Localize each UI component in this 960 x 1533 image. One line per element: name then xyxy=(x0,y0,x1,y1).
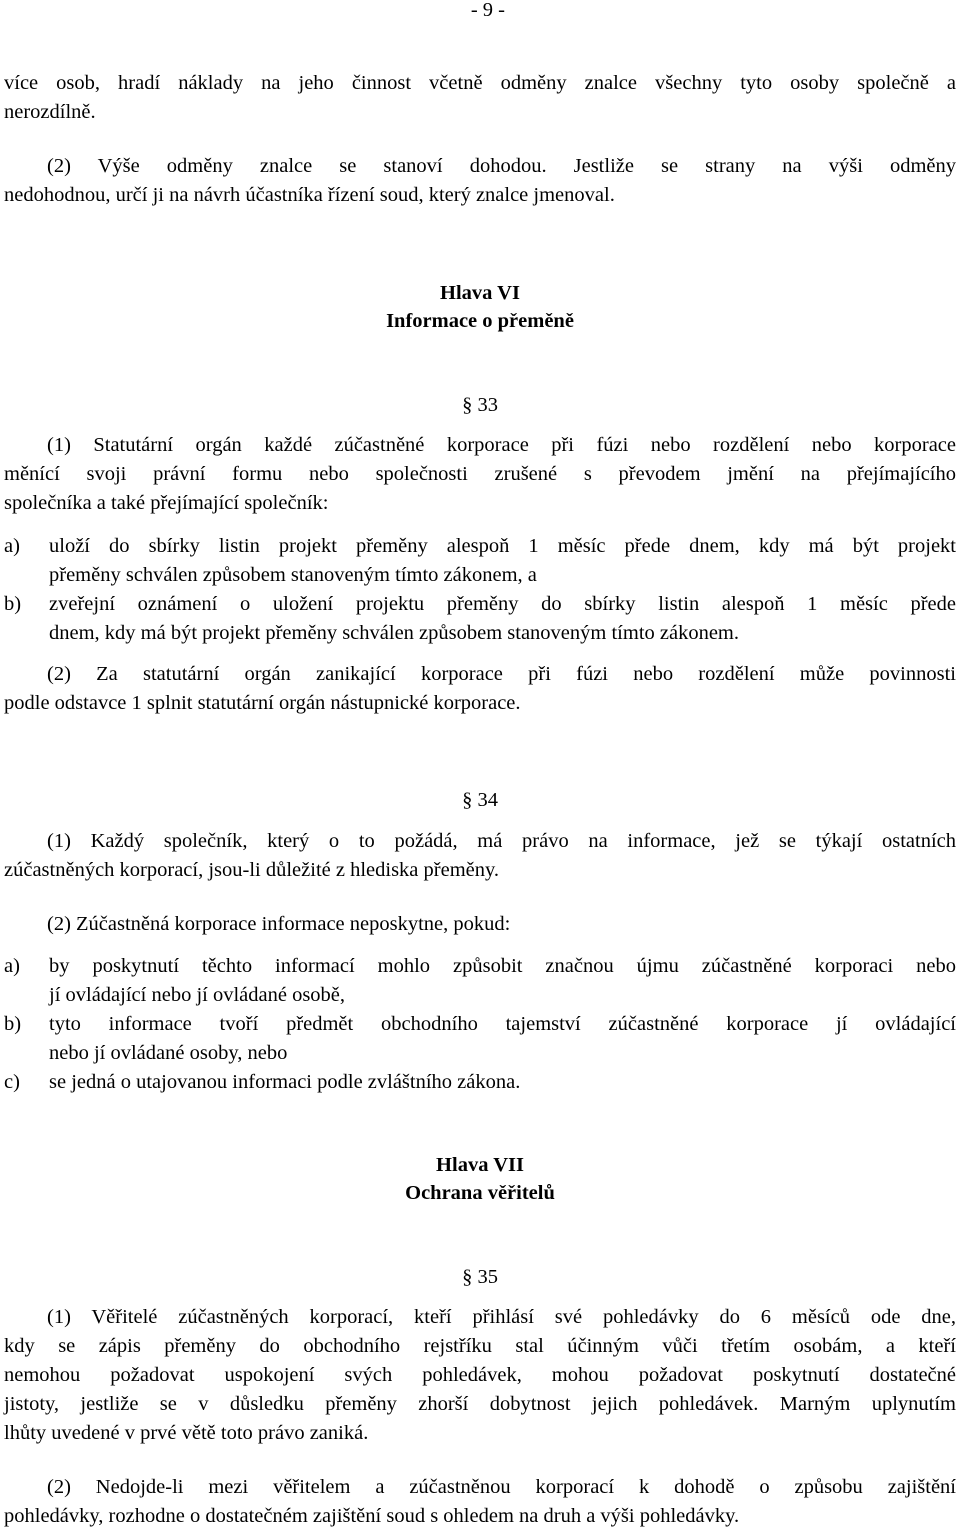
text-line: (1) Věřitelé zúčastněných korporací, kteří přihlásí své pohledávky do 6 měsíců ode dne, xyxy=(47,1306,956,1328)
chapter-title: Hlava VI xyxy=(440,282,520,304)
text-line: (1) Statutární orgán každé zúčastněné korporace při fúzi nebo rozdělení nebo korporace xyxy=(47,434,956,456)
page-number: - 9 - xyxy=(470,0,505,21)
list-label: b) xyxy=(4,1013,22,1035)
list-text: dnem, kdy má být projekt přeměny schválen způsobem stanoveným tímto zákonem. xyxy=(49,622,740,644)
text-line: společníka a také přejímající společník: xyxy=(4,492,329,514)
text-line: více osob, hradí náklady na jeho činnost včetně odměny znalce všechny tyto osoby společně a xyxy=(4,72,956,94)
section-symbol: § xyxy=(462,1266,473,1288)
list-text: nebo jí ovládané osoby, nebo xyxy=(49,1042,288,1064)
chapter-subtitle: Ochrana věřitelů xyxy=(405,1182,555,1204)
list-text: přeměny schválen způsobem stanoveným tímto zákonem, a xyxy=(49,564,537,586)
list-text: zveřejní oznámení o uložení projektu přeměny do sbírky listin alespoň 1 měsíc přede xyxy=(49,593,956,615)
text-line: nedohodnou, určí ji na návrh účastníka řízení soud, který znalce jmenoval. xyxy=(4,184,615,206)
section-number: 35 xyxy=(477,1266,498,1288)
text-line: (2) Zúčastněná korporace informace neposkytne, pokud: xyxy=(47,913,511,935)
section-heading xyxy=(0,786,960,815)
text-line: nemohou požadovat uspokojení svých pohledávek, mohou požadovat poskytnutí dostatečné xyxy=(4,1364,956,1386)
text-line: zúčastněných korporací, jsou-li důležité z hlediska přeměny. xyxy=(4,859,500,881)
section-number: 33 xyxy=(477,394,498,416)
list-text: uloží do sbírky listin projekt přeměny alespoň 1 měsíc přede dnem, kdy má být projekt xyxy=(49,535,956,557)
text-line: (2) Za statutární orgán zanikající korporace při fúzi nebo rozdělení může povinnosti xyxy=(47,663,956,685)
section-heading xyxy=(0,391,960,420)
text-line: měnící svoji právní formu nebo společnosti zrušené s převodem jmění na přejímajícího xyxy=(4,463,956,485)
list-label: a) xyxy=(4,535,20,557)
list-text: se jedná o utajovanou informaci podle zvláštního zákona. xyxy=(49,1071,521,1093)
text-line: nerozdílně. xyxy=(4,101,96,123)
list-text: jí ovládající nebo jí ovládané osobě, xyxy=(49,984,346,1006)
text-line: (1) Každý společník, který o to požádá, má právo na informace, jež se týkají ostatních xyxy=(47,830,956,852)
list-text: tyto informace tvoří předmět obchodního tajemství zúčastněné korporace jí ovládající xyxy=(49,1013,956,1035)
text-line: lhůty uvedené v prvé větě toto právo zaniká. xyxy=(4,1422,369,1444)
section-heading xyxy=(0,1263,960,1292)
list-label: c) xyxy=(4,1071,20,1093)
text-line: (2) Nedojde-li mezi věřitelem a zúčastněnou korporací k dohodě o způsobu zajištění xyxy=(47,1476,956,1498)
text-line: kdy se zápis přeměny do obchodního rejstříku stal účinným vůči třetím osobám, a kteří xyxy=(4,1335,956,1357)
section-number: 34 xyxy=(477,789,498,811)
list-label: a) xyxy=(4,955,20,977)
text-line: (2) Výše odměny znalce se stanoví dohodou. Jestliže se strany na výši odměny xyxy=(47,155,956,177)
section-symbol: § xyxy=(462,394,473,416)
list-text: by poskytnutí těchto informací mohlo způsobit značnou újmu zúčastněné korporaci nebo xyxy=(49,955,956,977)
chapter-subtitle: Informace o přeměně xyxy=(386,310,574,332)
chapter-title: Hlava VII xyxy=(436,1154,524,1176)
text-line: pohledávky, rozhodne o dostatečném zajištění soud s ohledem na druh a výši pohledávky. xyxy=(4,1505,740,1527)
section-symbol: § xyxy=(462,789,473,811)
text-line: jistoty, jestliže se v důsledku přeměny zhorší dobytnost jejich pohledávek. Marným uplynutím xyxy=(4,1393,956,1415)
list-label: b) xyxy=(4,593,22,615)
text-line: podle odstavce 1 splnit statutární orgán nástupnické korporace. xyxy=(4,692,521,714)
